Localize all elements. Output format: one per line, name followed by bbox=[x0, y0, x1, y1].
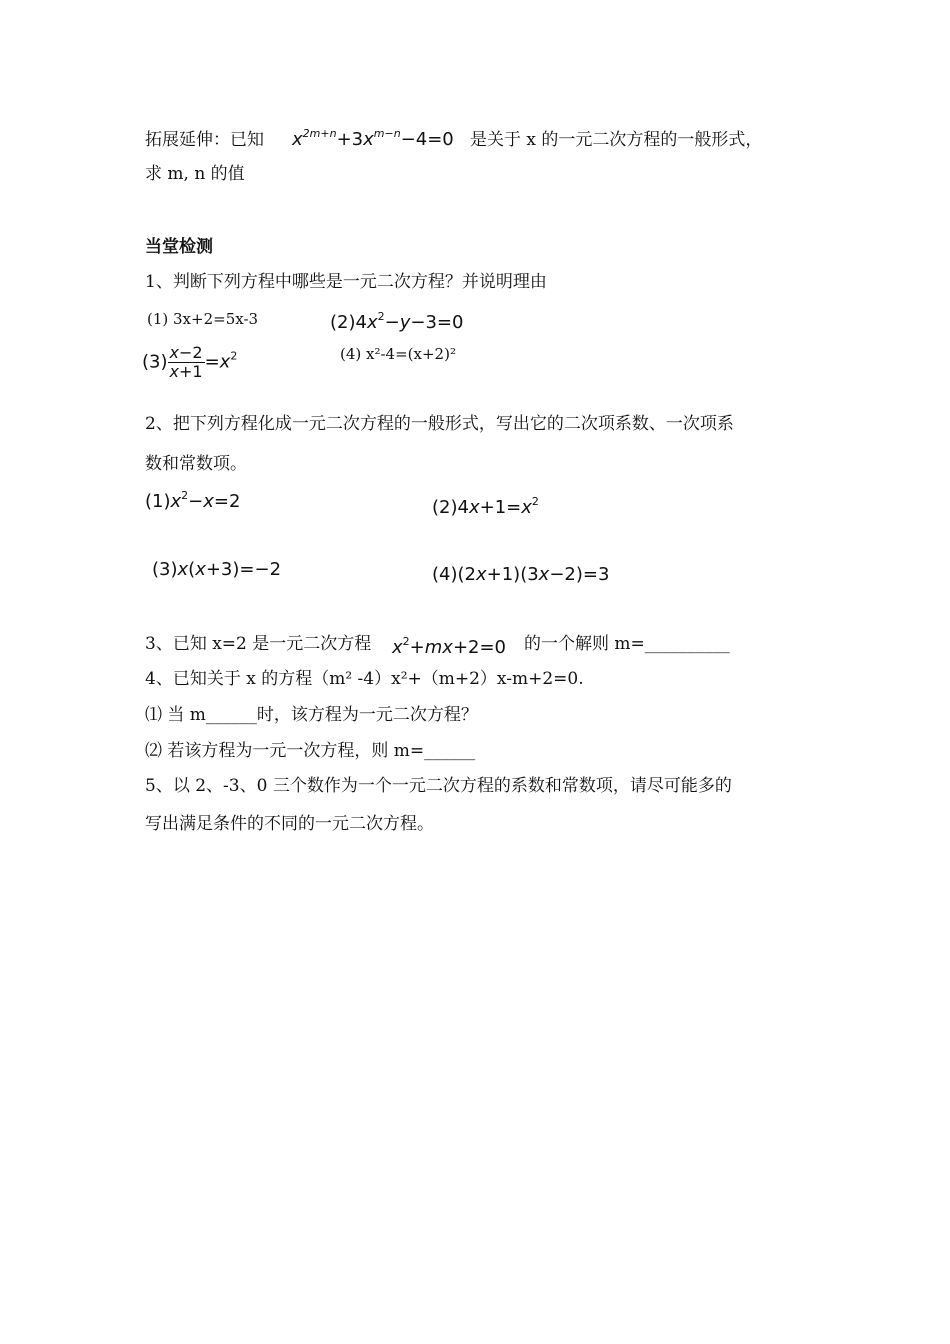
q2-item2: $(2)4x+1=x^2$ bbox=[432, 495, 539, 518]
q2-line1: 2、把下列方程化成一元二次方程的一般形式，写出它的二次项系数、一次项系 bbox=[145, 414, 734, 434]
q5-line1: 5、以 2、-3、0 三个数作为一个一元二次方程的系数和常数项，请尽可能多的 bbox=[145, 776, 732, 796]
q4-sub2: ⑵ 若该方程为一元一次方程，则 m=______ bbox=[145, 741, 476, 761]
q1-item3-label: (3) bbox=[142, 351, 168, 373]
q1-item2: $(2)4x^2-y-3=0$ bbox=[330, 310, 464, 333]
section-title: 当堂检测 bbox=[145, 237, 213, 257]
q5-line2: 写出满足条件的不同的一元二次方程。 bbox=[145, 814, 434, 834]
q4-sub1: ⑴ 当 m______时，该方程为一元二次方程？ bbox=[145, 705, 478, 725]
q1-text: 1、判断下列方程中哪些是一元二次方程？并说明理由 bbox=[145, 272, 547, 292]
q1-item3-den: x+1 bbox=[169, 362, 203, 381]
q3-suffix: 的一个解则 m=__________ bbox=[524, 634, 730, 654]
extension-prefix: 拓展延伸：已知 bbox=[145, 130, 264, 150]
extension-line2: 求 m, n 的值 bbox=[145, 164, 245, 184]
q2-item4: (4)(2x+1)(3x−2)=3 bbox=[432, 564, 610, 585]
q4-text: 4、已知关于 x 的方程（m² -4）x²+（m+2）x-m+2=0. bbox=[145, 669, 584, 689]
q2-item3: (3)x(x+3)=−2 bbox=[152, 559, 282, 580]
q1-item3: (3) $\frac{x-2}{x+1}$ $=x^2$ bbox=[142, 343, 238, 381]
q1-item3-fraction bbox=[168, 344, 205, 381]
q3-equation: $x^2+mx+2=0$ bbox=[392, 635, 507, 658]
q1-item1: (1) 3x+2=5x-3 bbox=[147, 310, 259, 328]
q3-prefix: 3、已知 x=2 是一元二次方程 bbox=[145, 634, 372, 654]
q1-item4: (4) x²-4=(x+2)² bbox=[340, 345, 456, 363]
extension-equation: $x^{2m+n}+3x^{m-n}-4=0$ bbox=[292, 127, 454, 150]
q2-item1: $(1)x^2-x=2$ bbox=[145, 489, 241, 512]
q1-item3-num: x−2 bbox=[169, 343, 203, 362]
extension-suffix: 是关于 x 的一元二次方程的一般形式， bbox=[470, 130, 763, 150]
q2-line2: 数和常数项。 bbox=[145, 454, 247, 474]
